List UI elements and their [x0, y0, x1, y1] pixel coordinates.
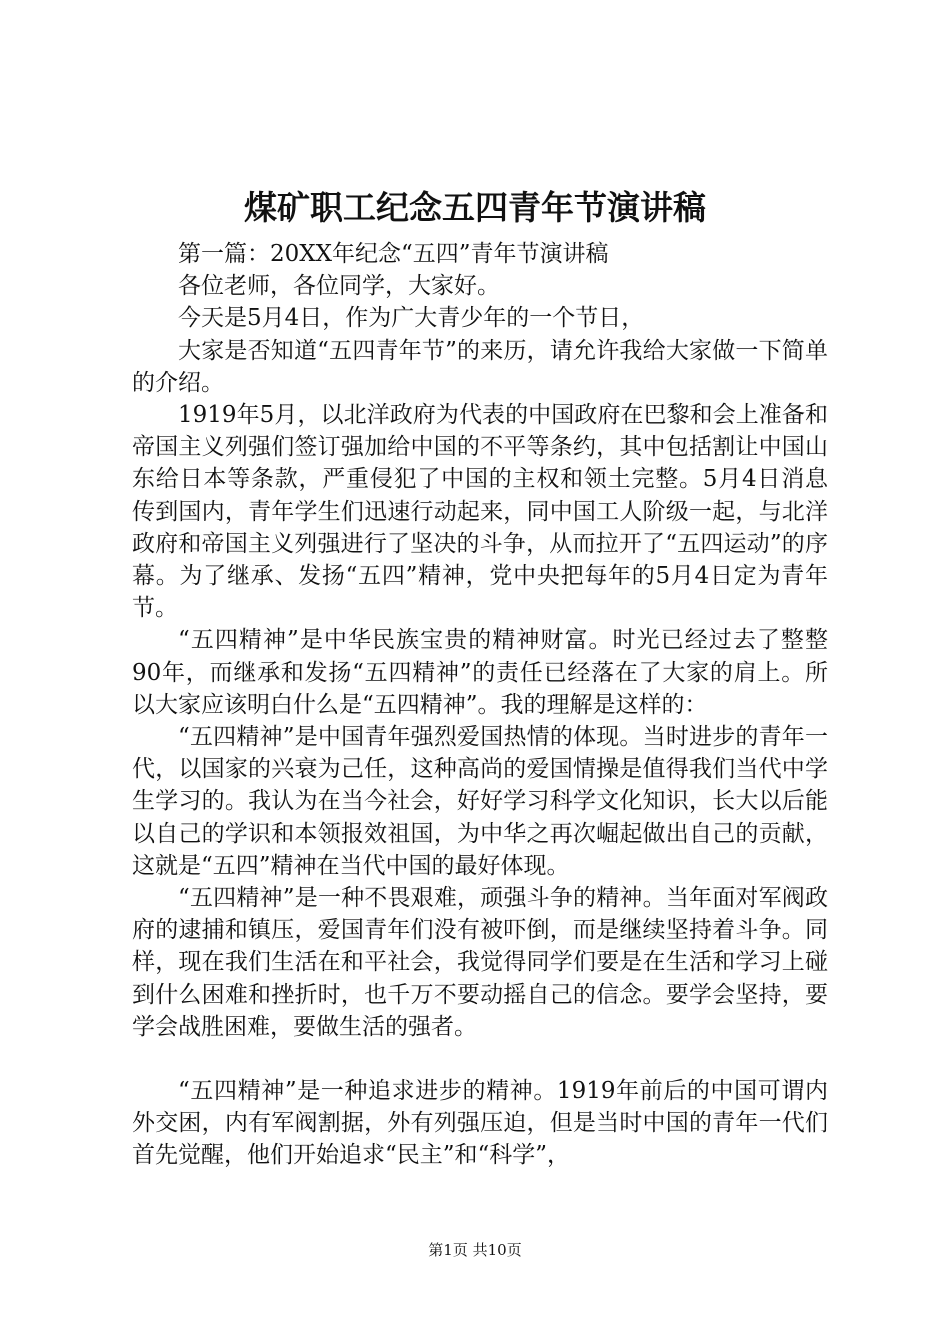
paragraph-progress: “五四精神”是一种追求进步的精神。1919年前后的中国可谓内外交困，内有军阀割据，外有列强压迫，但是当时中国的青年一代们首先觉醒，他们开始追求“民主”和“科学”， [132, 1078, 828, 1169]
paragraph-heading: 第一篇：20XX年纪念“五四”青年节演讲稿 [178, 241, 609, 267]
document-body [132, 238, 828, 1172]
paragraph-greeting: 各位老师，各位同学，大家好。 [178, 273, 500, 300]
paragraph-patriotism: “五四精神”是中国青年强烈爱国热情的体现。当时进步的青年一代，以国家的兴衰为己任，这种高尚的爱国情操是值得我们当代中学生学习的。我认为在当今社会，好好学习科学文化知识，长大以后能以自己的学识和本领报效祖国，为中华之再次崛起做出自己的贡献，这就是“五四”精神在当代中国的最好体现。 [132, 724, 828, 879]
paragraph-spirit: “五四精神”是中华民族宝贵的精神财富。时光已经过去了整整90年，而继承和发扬“五四精神”的责任已经落在了大家的肩上。所以大家应该明白什么是“五四精神”。我的理解是这样的： [132, 627, 828, 718]
paragraph-question: 大家是否知道“五四青年节”的来历，请允许我给大家做一下简单的介绍。 [132, 337, 828, 396]
paragraph-history: 1919年5月，以北洋政府为代表的中国政府在巴黎和会上准备和帝国主义列强们签订强加给中国的不平等条约，其中包括割让中国山东给日本等条款，严重侵犯了中国的主权和领土完整。5月4日消息传到国内，青年学生们迅速行动起来，同中国工人阶级一起，与北洋政府和帝国主义列强进行了坚决的斗争，从而拉开了“五四运动”的序幕。为了继承、发扬“五四”精神，党中央把每年的5月4日定为青年节。 [132, 402, 828, 622]
page-number: 第1页 共10页 [428, 1241, 522, 1259]
paragraph-intro: 今天是5月4日，作为广大青少年的一个节日， [178, 305, 645, 332]
document-title: 煤矿职工纪念五四青年节演讲稿 [244, 188, 706, 227]
paragraph-perseverance: “五四精神”是一种不畏艰难，顽强斗争的精神。当年面对军阀政府的逮捕和镇压，爱国青年们没有被吓倒，而是继续坚持着斗争。同样，现在我们生活在和平社会，我觉得同学们要是在生活和学习上碰到什么困难和挫折时，也千万不要动摇自己的信念。要学会坚持，要学会战胜困难，要做生活的强者。 [132, 885, 828, 1040]
